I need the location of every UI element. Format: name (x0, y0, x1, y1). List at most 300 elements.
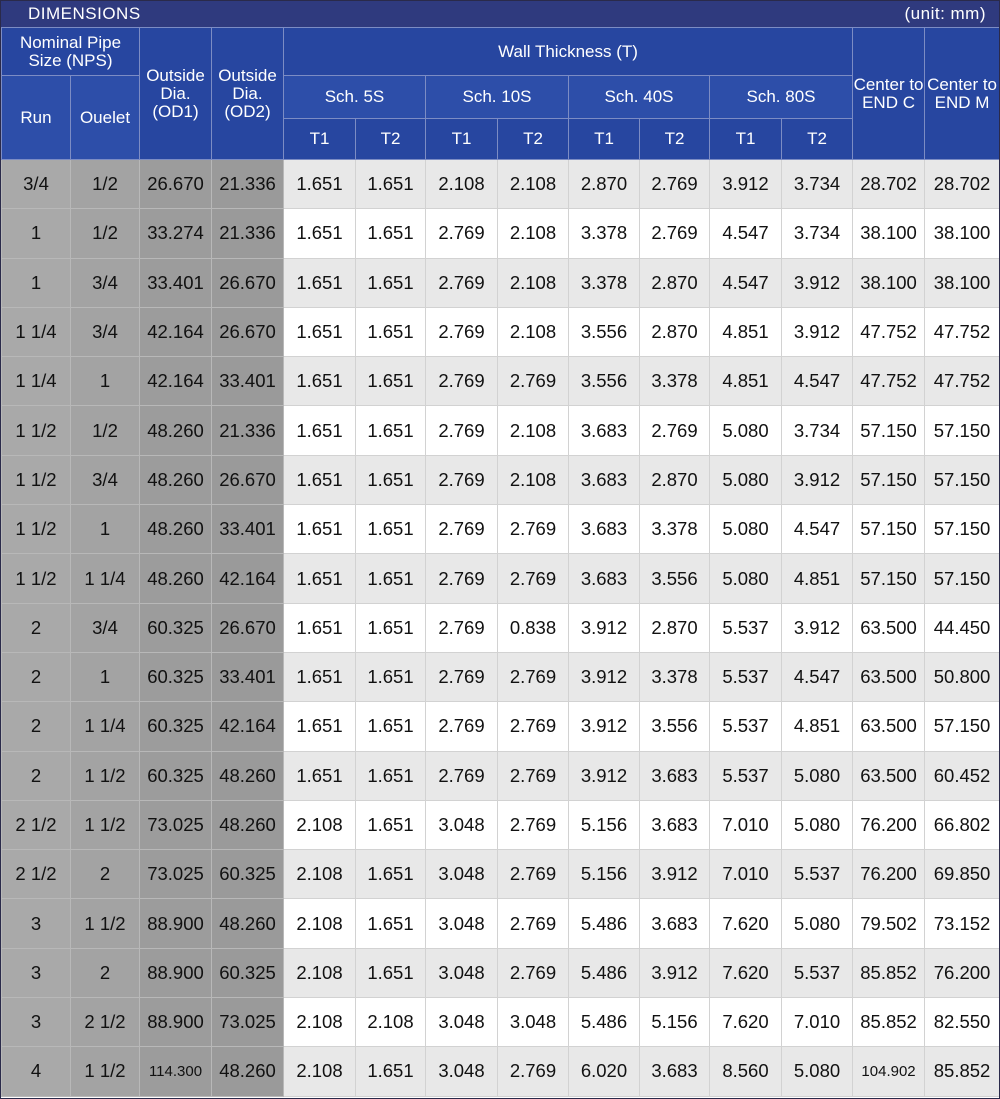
cell-sch80-t2: 5.080 (782, 800, 853, 849)
cell-run: 1 (2, 258, 71, 307)
cell-sch80-t1: 7.620 (710, 899, 782, 948)
table-row (2, 258, 1000, 307)
cell-sch5-t1: 1.651 (284, 554, 356, 603)
cell-sch10-t2: 2.108 (498, 258, 569, 307)
cell-center-m: 60.452 (925, 751, 1000, 800)
cell-center-c: 63.500 (853, 603, 925, 652)
cell-sch80-t1: 5.537 (710, 702, 782, 751)
dimensions-table (1, 27, 1000, 1097)
cell-sch80-t1: 7.010 (710, 850, 782, 899)
cell-sch5-t1: 1.651 (284, 209, 356, 258)
cell-od2: 42.164 (212, 554, 284, 603)
cell-sch10-t1: 2.769 (426, 307, 498, 356)
cell-sch5-t1: 1.651 (284, 652, 356, 701)
cell-sch10-t2: 2.769 (498, 652, 569, 701)
cell-od2: 48.260 (212, 800, 284, 849)
cell-od1: 33.274 (140, 209, 212, 258)
cell-sch80-t1: 7.620 (710, 998, 782, 1047)
cell-sch5-t1: 2.108 (284, 850, 356, 899)
cell-run: 1 1/2 (2, 455, 71, 504)
header-center-c: Center to END C (853, 28, 925, 160)
cell-sch80-t1: 5.080 (710, 455, 782, 504)
header-sch5-t1: T1 (284, 119, 356, 160)
cell-run: 3 (2, 998, 71, 1047)
cell-sch80-t2: 5.537 (782, 948, 853, 997)
cell-sch40-t1: 3.683 (569, 554, 640, 603)
cell-sch80-t2: 7.010 (782, 998, 853, 1047)
cell-sch40-t1: 3.378 (569, 258, 640, 307)
cell-center-c: 63.500 (853, 652, 925, 701)
cell-sch10-t1: 2.108 (426, 160, 498, 209)
cell-sch5-t2: 1.651 (356, 307, 426, 356)
cell-od2: 33.401 (212, 505, 284, 554)
cell-sch10-t1: 3.048 (426, 948, 498, 997)
cell-sch5-t1: 2.108 (284, 998, 356, 1047)
header-sch10-t1: T1 (426, 119, 498, 160)
cell-center-m: 38.100 (925, 209, 1000, 258)
cell-sch5-t2: 1.651 (356, 899, 426, 948)
cell-sch80-t1: 5.080 (710, 406, 782, 455)
cell-sch10-t1: 2.769 (426, 406, 498, 455)
table-row (2, 800, 1000, 849)
cell-sch5-t1: 1.651 (284, 258, 356, 307)
cell-outlet: 1 1/2 (71, 751, 140, 800)
cell-sch40-t1: 3.378 (569, 209, 640, 258)
cell-sch40-t2: 3.683 (640, 751, 710, 800)
cell-od2: 60.325 (212, 948, 284, 997)
cell-run: 3 (2, 948, 71, 997)
cell-od1: 48.260 (140, 406, 212, 455)
cell-sch40-t2: 3.556 (640, 554, 710, 603)
cell-od1: 60.325 (140, 751, 212, 800)
cell-center-c: 85.852 (853, 948, 925, 997)
cell-outlet: 1 (71, 652, 140, 701)
header-center-m: Center to END M (925, 28, 1000, 160)
cell-sch40-t1: 3.912 (569, 702, 640, 751)
cell-sch40-t1: 3.556 (569, 357, 640, 406)
cell-sch5-t1: 2.108 (284, 899, 356, 948)
cell-center-c: 85.852 (853, 998, 925, 1047)
cell-outlet: 1/2 (71, 209, 140, 258)
cell-center-m: 57.150 (925, 554, 1000, 603)
header-sch80-t2: T2 (782, 119, 853, 160)
cell-outlet: 2 1/2 (71, 998, 140, 1047)
cell-center-c: 63.500 (853, 702, 925, 751)
cell-center-m: 85.852 (925, 1047, 1000, 1096)
header-sch-5s: Sch. 5S (284, 76, 426, 119)
cell-sch10-t1: 2.769 (426, 652, 498, 701)
cell-sch80-t1: 8.560 (710, 1047, 782, 1096)
cell-od2: 60.325 (212, 850, 284, 899)
table-row (2, 751, 1000, 800)
cell-center-m: 57.150 (925, 406, 1000, 455)
cell-center-c: 57.150 (853, 554, 925, 603)
cell-sch5-t2: 1.651 (356, 751, 426, 800)
cell-od2: 21.336 (212, 406, 284, 455)
cell-sch5-t1: 1.651 (284, 307, 356, 356)
header-sch-10s: Sch. 10S (426, 76, 569, 119)
cell-center-m: 50.800 (925, 652, 1000, 701)
cell-sch10-t2: 2.769 (498, 505, 569, 554)
cell-sch40-t2: 2.769 (640, 406, 710, 455)
cell-sch80-t2: 4.547 (782, 357, 853, 406)
cell-outlet: 1/2 (71, 160, 140, 209)
cell-sch5-t2: 1.651 (356, 702, 426, 751)
cell-sch10-t1: 2.769 (426, 751, 498, 800)
cell-sch40-t2: 2.870 (640, 455, 710, 504)
cell-sch5-t2: 1.651 (356, 209, 426, 258)
cell-outlet: 1 (71, 357, 140, 406)
table-row (2, 998, 1000, 1047)
cell-sch40-t2: 2.870 (640, 603, 710, 652)
cell-sch80-t2: 3.734 (782, 406, 853, 455)
cell-sch80-t1: 4.547 (710, 258, 782, 307)
header-sch40-t1: T1 (569, 119, 640, 160)
cell-sch10-t1: 3.048 (426, 998, 498, 1047)
header-sch40-t2: T2 (640, 119, 710, 160)
header-wall-thickness: Wall Thickness (T) (284, 28, 853, 76)
cell-sch10-t2: 2.769 (498, 899, 569, 948)
cell-od1: 60.325 (140, 603, 212, 652)
cell-sch80-t1: 3.912 (710, 160, 782, 209)
cell-center-m: 28.702 (925, 160, 1000, 209)
cell-sch40-t1: 5.486 (569, 899, 640, 948)
table-row (2, 899, 1000, 948)
cell-od1: 73.025 (140, 850, 212, 899)
cell-run: 2 (2, 702, 71, 751)
cell-outlet: 2 (71, 948, 140, 997)
header-sch-80s: Sch. 80S (710, 76, 853, 119)
header-sch10-t2: T2 (498, 119, 569, 160)
cell-sch40-t1: 3.683 (569, 455, 640, 504)
cell-sch5-t1: 2.108 (284, 800, 356, 849)
cell-sch5-t1: 1.651 (284, 455, 356, 504)
cell-center-m: 69.850 (925, 850, 1000, 899)
table-row (2, 307, 1000, 356)
cell-od2: 48.260 (212, 751, 284, 800)
cell-sch40-t2: 3.378 (640, 652, 710, 701)
cell-sch5-t2: 1.651 (356, 948, 426, 997)
cell-sch40-t2: 2.769 (640, 160, 710, 209)
cell-od2: 21.336 (212, 209, 284, 258)
cell-sch40-t2: 3.912 (640, 850, 710, 899)
cell-run: 3 (2, 899, 71, 948)
cell-sch10-t1: 2.769 (426, 357, 498, 406)
cell-od2: 33.401 (212, 357, 284, 406)
cell-sch5-t2: 1.651 (356, 603, 426, 652)
cell-center-m: 76.200 (925, 948, 1000, 997)
cell-sch80-t2: 3.912 (782, 258, 853, 307)
cell-center-c: 63.500 (853, 751, 925, 800)
cell-run: 1 1/2 (2, 505, 71, 554)
cell-outlet: 1 1/4 (71, 702, 140, 751)
header-run: Run (2, 76, 71, 160)
cell-center-m: 57.150 (925, 455, 1000, 504)
cell-sch80-t1: 5.537 (710, 603, 782, 652)
table-row (2, 702, 1000, 751)
cell-sch80-t2: 5.537 (782, 850, 853, 899)
cell-center-c: 76.200 (853, 850, 925, 899)
cell-sch40-t1: 5.156 (569, 850, 640, 899)
cell-center-m: 73.152 (925, 899, 1000, 948)
cell-center-c: 57.150 (853, 406, 925, 455)
table-row (2, 455, 1000, 504)
cell-sch40-t1: 5.486 (569, 998, 640, 1047)
cell-sch80-t2: 3.734 (782, 160, 853, 209)
cell-sch10-t2: 2.769 (498, 751, 569, 800)
cell-sch10-t2: 2.108 (498, 406, 569, 455)
cell-sch10-t2: 2.108 (498, 209, 569, 258)
cell-sch40-t1: 3.683 (569, 505, 640, 554)
cell-od2: 48.260 (212, 899, 284, 948)
cell-run: 2 1/2 (2, 800, 71, 849)
cell-sch10-t1: 2.769 (426, 258, 498, 307)
cell-od2: 42.164 (212, 702, 284, 751)
header-od2: Outside Dia. (OD2) (212, 28, 284, 160)
cell-run: 3/4 (2, 160, 71, 209)
cell-od1: 48.260 (140, 554, 212, 603)
table-body (2, 160, 1000, 1097)
cell-sch10-t2: 0.838 (498, 603, 569, 652)
unit-label: (unit: mm) (904, 4, 986, 23)
cell-od1: 60.325 (140, 702, 212, 751)
cell-sch10-t1: 2.769 (426, 554, 498, 603)
cell-sch5-t2: 1.651 (356, 800, 426, 849)
cell-outlet: 3/4 (71, 603, 140, 652)
cell-sch10-t1: 2.769 (426, 603, 498, 652)
cell-sch40-t1: 5.156 (569, 800, 640, 849)
cell-sch10-t2: 2.769 (498, 1047, 569, 1096)
cell-sch5-t2: 1.651 (356, 160, 426, 209)
cell-sch80-t1: 4.547 (710, 209, 782, 258)
cell-sch40-t2: 3.683 (640, 899, 710, 948)
cell-center-c: 38.100 (853, 209, 925, 258)
cell-sch10-t2: 2.108 (498, 455, 569, 504)
cell-sch5-t2: 2.108 (356, 998, 426, 1047)
cell-center-c: 57.150 (853, 505, 925, 554)
cell-center-m: 82.550 (925, 998, 1000, 1047)
cell-sch40-t1: 3.912 (569, 751, 640, 800)
header-outlet: Ouelet (71, 76, 140, 160)
cell-sch80-t1: 4.851 (710, 357, 782, 406)
cell-sch10-t2: 2.769 (498, 702, 569, 751)
title-bar (0, 0, 1000, 27)
cell-sch10-t1: 3.048 (426, 1047, 498, 1096)
cell-outlet: 1 1/2 (71, 899, 140, 948)
cell-sch40-t1: 6.020 (569, 1047, 640, 1096)
cell-sch5-t1: 1.651 (284, 160, 356, 209)
cell-sch40-t2: 3.912 (640, 948, 710, 997)
cell-run: 1 1/4 (2, 357, 71, 406)
cell-run: 2 (2, 603, 71, 652)
cell-od1: 42.164 (140, 307, 212, 356)
cell-sch40-t2: 3.683 (640, 800, 710, 849)
cell-sch10-t2: 2.108 (498, 160, 569, 209)
cell-sch5-t2: 1.651 (356, 258, 426, 307)
cell-center-m: 66.802 (925, 800, 1000, 849)
cell-sch40-t2: 3.378 (640, 505, 710, 554)
cell-od1: 33.401 (140, 258, 212, 307)
table-row (2, 406, 1000, 455)
cell-center-c: 38.100 (853, 258, 925, 307)
cell-sch40-t1: 2.870 (569, 160, 640, 209)
cell-outlet: 1 1/2 (71, 1047, 140, 1096)
table-row (2, 357, 1000, 406)
cell-run: 2 1/2 (2, 850, 71, 899)
cell-run: 1 1/2 (2, 406, 71, 455)
cell-run: 1 1/2 (2, 554, 71, 603)
cell-od1: 60.325 (140, 652, 212, 701)
cell-sch5-t1: 1.651 (284, 702, 356, 751)
cell-outlet: 1 (71, 505, 140, 554)
cell-sch80-t1: 7.620 (710, 948, 782, 997)
cell-sch40-t2: 3.683 (640, 1047, 710, 1096)
cell-center-m: 38.100 (925, 258, 1000, 307)
cell-sch80-t2: 3.734 (782, 209, 853, 258)
cell-center-c: 47.752 (853, 357, 925, 406)
cell-od1: 73.025 (140, 800, 212, 849)
cell-od1: 114.300 (140, 1047, 212, 1096)
cell-sch10-t1: 2.769 (426, 455, 498, 504)
cell-sch80-t2: 4.547 (782, 652, 853, 701)
cell-sch10-t2: 2.108 (498, 307, 569, 356)
cell-sch5-t1: 1.651 (284, 357, 356, 406)
table-row (2, 948, 1000, 997)
header-sch80-t1: T1 (710, 119, 782, 160)
cell-center-m: 57.150 (925, 702, 1000, 751)
cell-sch80-t2: 5.080 (782, 751, 853, 800)
cell-run: 1 1/4 (2, 307, 71, 356)
cell-sch40-t2: 2.870 (640, 307, 710, 356)
cell-sch40-t1: 5.486 (569, 948, 640, 997)
cell-sch80-t2: 4.547 (782, 505, 853, 554)
cell-sch5-t2: 1.651 (356, 1047, 426, 1096)
cell-sch80-t2: 3.912 (782, 307, 853, 356)
cell-sch80-t2: 3.912 (782, 455, 853, 504)
cell-sch10-t1: 3.048 (426, 800, 498, 849)
cell-outlet: 1 1/4 (71, 554, 140, 603)
cell-sch80-t2: 5.080 (782, 1047, 853, 1096)
cell-sch80-t2: 4.851 (782, 702, 853, 751)
cell-sch80-t2: 4.851 (782, 554, 853, 603)
header-od1: Outside Dia. (OD1) (140, 28, 212, 160)
cell-od1: 88.900 (140, 998, 212, 1047)
cell-sch40-t1: 3.912 (569, 652, 640, 701)
cell-sch5-t2: 1.651 (356, 505, 426, 554)
cell-center-m: 47.752 (925, 307, 1000, 356)
cell-center-c: 57.150 (853, 455, 925, 504)
cell-sch5-t2: 1.651 (356, 455, 426, 504)
table-row (2, 850, 1000, 899)
cell-center-m: 44.450 (925, 603, 1000, 652)
cell-sch5-t1: 2.108 (284, 1047, 356, 1096)
cell-sch80-t1: 5.537 (710, 652, 782, 701)
cell-center-m: 57.150 (925, 505, 1000, 554)
cell-sch10-t2: 2.769 (498, 357, 569, 406)
cell-sch5-t2: 1.651 (356, 652, 426, 701)
cell-od1: 88.900 (140, 899, 212, 948)
cell-run: 4 (2, 1047, 71, 1096)
cell-od2: 33.401 (212, 652, 284, 701)
cell-sch40-t1: 3.912 (569, 603, 640, 652)
cell-center-c: 79.502 (853, 899, 925, 948)
header-nps: Nominal Pipe Size (NPS) (2, 28, 140, 76)
cell-sch40-t2: 2.870 (640, 258, 710, 307)
cell-outlet: 3/4 (71, 455, 140, 504)
header-sch-40s: Sch. 40S (569, 76, 710, 119)
cell-sch5-t2: 1.651 (356, 850, 426, 899)
cell-sch10-t1: 3.048 (426, 899, 498, 948)
cell-od1: 48.260 (140, 455, 212, 504)
cell-sch5-t1: 1.651 (284, 751, 356, 800)
cell-sch80-t2: 5.080 (782, 899, 853, 948)
table-row (2, 505, 1000, 554)
cell-sch40-t1: 3.556 (569, 307, 640, 356)
cell-od2: 26.670 (212, 603, 284, 652)
cell-sch10-t1: 2.769 (426, 209, 498, 258)
cell-od1: 42.164 (140, 357, 212, 406)
cell-outlet: 1 1/2 (71, 800, 140, 849)
cell-sch5-t1: 2.108 (284, 948, 356, 997)
cell-sch10-t2: 2.769 (498, 850, 569, 899)
cell-sch5-t2: 1.651 (356, 406, 426, 455)
cell-sch40-t2: 5.156 (640, 998, 710, 1047)
table-title: DIMENSIONS (28, 4, 141, 23)
cell-sch80-t1: 4.851 (710, 307, 782, 356)
cell-run: 2 (2, 751, 71, 800)
cell-sch40-t1: 3.683 (569, 406, 640, 455)
table-header (2, 28, 1000, 160)
table-row (2, 652, 1000, 701)
cell-run: 1 (2, 209, 71, 258)
cell-sch5-t2: 1.651 (356, 357, 426, 406)
cell-od2: 21.336 (212, 160, 284, 209)
cell-sch10-t2: 2.769 (498, 948, 569, 997)
cell-od2: 26.670 (212, 455, 284, 504)
cell-sch5-t1: 1.651 (284, 505, 356, 554)
cell-sch5-t1: 1.651 (284, 406, 356, 455)
cell-sch10-t1: 3.048 (426, 850, 498, 899)
cell-sch80-t2: 3.912 (782, 603, 853, 652)
cell-sch10-t2: 3.048 (498, 998, 569, 1047)
cell-sch80-t1: 5.080 (710, 554, 782, 603)
cell-center-m: 47.752 (925, 357, 1000, 406)
table-row (2, 209, 1000, 258)
cell-sch40-t2: 3.556 (640, 702, 710, 751)
cell-sch10-t2: 2.769 (498, 800, 569, 849)
cell-sch80-t1: 7.010 (710, 800, 782, 849)
cell-outlet: 1/2 (71, 406, 140, 455)
cell-outlet: 2 (71, 850, 140, 899)
cell-od1: 88.900 (140, 948, 212, 997)
table-row (2, 160, 1000, 209)
cell-outlet: 3/4 (71, 307, 140, 356)
cell-center-c: 76.200 (853, 800, 925, 849)
cell-outlet: 3/4 (71, 258, 140, 307)
cell-sch10-t1: 2.769 (426, 702, 498, 751)
table-row (2, 554, 1000, 603)
table-row (2, 1047, 1000, 1096)
cell-sch5-t1: 1.651 (284, 603, 356, 652)
cell-run: 2 (2, 652, 71, 701)
cell-center-c: 47.752 (853, 307, 925, 356)
cell-center-c: 28.702 (853, 160, 925, 209)
cell-sch10-t1: 2.769 (426, 505, 498, 554)
cell-sch5-t2: 1.651 (356, 554, 426, 603)
cell-sch40-t2: 3.378 (640, 357, 710, 406)
table-row (2, 603, 1000, 652)
cell-od2: 48.260 (212, 1047, 284, 1096)
